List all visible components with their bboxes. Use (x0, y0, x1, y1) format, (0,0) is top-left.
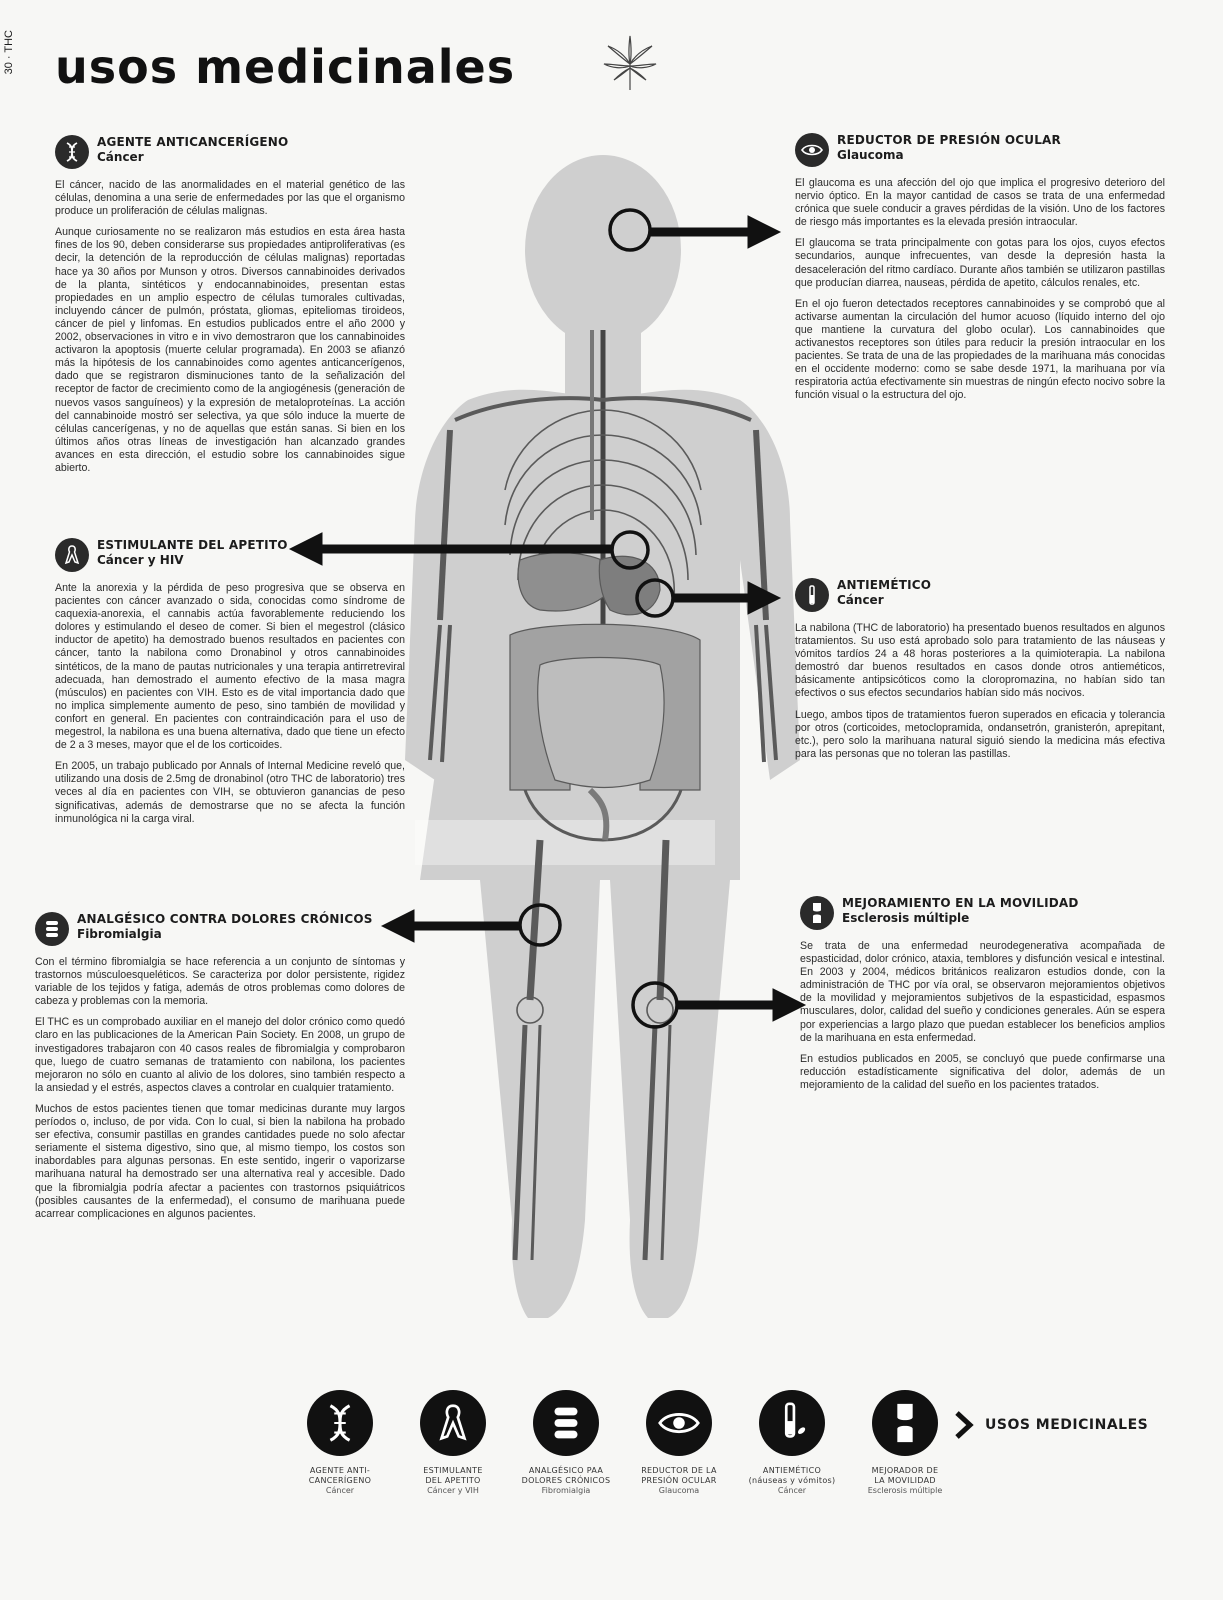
legend-label: REDUCTOR DE LA (641, 1466, 717, 1475)
paragraph: El THC es un comprobado auxiliar en el manejo del dolor crónico como quedó claro en las publicaciones de la American Pain Society. En 2008, un grupo de investigadores trabajaron con 40 casos reales de fibromialgia y comprobaron que, luego de cuatro semanas de tratamiento con nabilona, los pacientes mejoraron no sólo en cuanto al alivio de los dolores, sino también respecto a la ansiedad y el estrés, aspectos claves a controlar en cualquier tratamiento. (35, 1016, 405, 1094)
legend-label: CANCERÍGENO (308, 1476, 372, 1485)
legend-label: DOLORES CRÓNICOS (521, 1476, 611, 1485)
section-appetite (55, 538, 405, 834)
legend-sublabel: Cáncer (777, 1486, 807, 1495)
section-antiemetic (795, 578, 1165, 769)
knee-joint-icon (800, 896, 834, 930)
page-label: 30 · THC (3, 30, 15, 75)
paragraph: Ante la anorexia y la pérdida de peso progresiva que se observa en pacientes con cáncer avanzado o sida, conocidas como síndrome de caquexia-anorexia, el cannabis actúa favorablemente reduciendo los dolores y estimulando el deseo de comer. Si bien el megestrol (clásico inductor de apetito) ha demostrado buenos resultados en pacientes con cáncer, tanto la nabilona como Dronabinol y otros cannabinoides sintéticos, de la mano de pautas nutricionales y una terapia antirretreviral adecuada, han demostrado el aumento efectivo de la masa magra (músculos) en pacientes con VIH. Esto es de vital importancia dado que no implica simplemente aumento de peso, sino también de movilidad y confort en general. En pacientes con contraindicación para el uso de megestrol, la nabilona es una buena alternativa, dado que tiene un efecto de 2 a 3 meses, mayor que el de los corticoides. (55, 582, 405, 752)
legend-item (850, 1390, 960, 1496)
paragraph: En estudios publicados en 2005, se concluyó que puede confirmarse una reducción estadísticamente significativa del dolor, además de un mejoramiento de la calidad del sueño en los pacientes tratados. (800, 1052, 1165, 1091)
legend-sublabel: Esclerosis múltiple (867, 1486, 943, 1495)
legend-label: AGENTE ANTI- (309, 1466, 371, 1475)
section-subtitle: Cáncer (97, 150, 144, 164)
legend-label: PRESIÓN OCULAR (641, 1476, 717, 1485)
paragraph: Aunque curiosamente no se realizaron más estudios en esta área hasta fines de los 90, deben considerarse sus propiedades antiproliferativas (es decir, la detención de la reproducción de células malignas) reportadas hace ya 30 años por Munson y otros. Diversos cannabinoides derivados de la planta, sintéticos y endocannabinoides, presentan estas propiedades en un amplio espectro de células tumorales cultivadas, incluyendo cáncer de pulmón, próstata, gliomas, epiteliomas tiroideos, cáncer de piel y linfomas. En estudios publicados entre el año 2000 y 2002, observaciones in vitro e in vivo demostraron que los cannabinoides activaron la apoptosis (muerte celular programada). En 2003 se afianzó más la hipótesis de los cannabinoides como agentes anticancerígenos, dado que se registraron disminuciones tanto de la señalización del receptor de factor de crecimiento como de la angiogénesis (generación de nuevos vasos sanguíneos) y la expresión de metaloproteínas. La acción del cannabinoide mostró ser selectiva, ya que sólo induce la muerte de células cancerígenas, y no de aquellas que están sanas. Si bien en los últimos años otras líneas de investigación han alcanzado grandes avances en esta dirección, el estudio sobre los cannabinoides sigue abierto. (55, 226, 405, 474)
section-anticancer (55, 135, 405, 483)
legend-label: DEL APETITO (425, 1476, 481, 1485)
legend-label: ANALGÉSICO PAA (528, 1466, 604, 1475)
legend-sublabel: Cáncer y VIH (427, 1486, 479, 1495)
chevron-right-icon (953, 1410, 975, 1440)
ribbon-icon (420, 1390, 486, 1456)
section-mobility (800, 896, 1165, 1100)
vial-icon (795, 578, 829, 612)
legend-item (511, 1390, 621, 1496)
legend-label: MEJORADOR DE (871, 1466, 939, 1475)
paragraph: Muchos de estos pacientes tienen que tomar medicinas durante muy largos períodos o, incluso, de por vida. Con lo cual, si bien la nabilona ha probado ser efectiva, consumir pastillas en grandes cantidades puede no solo afectar seriamente el sistema digestivo, sino que, al mismo tiempo, los costos son inabordables para algunas personas. En este sentido, ingerir o vaporizarse marihuana natural ha demostrado ser una alternativa real y accesible. Dado que la fibromialgia podría afectar a pacientes con trastornos psiquiátricos (posibles causantes de la enfermedad), el consumo de marihuana puede acarrear complicaciones en algunos pacientes. (35, 1102, 405, 1220)
legend-item (737, 1390, 847, 1496)
paragraph: En 2005, un trabajo publicado por Annals of Internal Medicine reveló que, utilizando una dosis de 2.5mg de dronabinol (otro THC de laboratorio) tres veces al día en pacientes con VIH, se obtuvieron ganancias de peso significativas, además de demostrarse que no se afecta la función inmunológica ni la carga viral. (55, 760, 405, 825)
legend-final (953, 1410, 1148, 1440)
dna-icon (307, 1390, 373, 1456)
section-subtitle: Fibromialgia (77, 927, 162, 941)
section-title: REDUCTOR DE PRESIÓN OCULAR (837, 133, 1061, 147)
page-title: usos medicinales (55, 40, 516, 94)
section-glaucoma (795, 133, 1165, 411)
paragraph: El glaucoma se trata principalmente con gotas para los ojos, cuyos efectos secundarios, aunque infrecuentes, van desde la depresión hasta la desaceleración del ritmo cardíaco. Durante años también se utilizaron pastillas que producían diarrea, nauseas, pérdida de apetito, cálculos renales, etc. (795, 237, 1165, 289)
paragraph: El glaucoma es una afección del ojo que implica el progresivo deterioro del nervio óptico. En la mayor cantidad de casos se trata de una enfermedad crónica que suele conducir a graves pérdidas de la visión. Uno de los factores de riesgo más importantes es la elevada presión intraocular. (795, 177, 1165, 229)
legend-sublabel: Cáncer (325, 1486, 355, 1495)
legend-label: (náuseas y vómitos) (748, 1476, 836, 1485)
eye-icon (646, 1390, 712, 1456)
section-title: AGENTE ANTICANCERÍGENO (97, 135, 289, 149)
section-title: MEJORAMIENTO EN LA MOVILIDAD (842, 896, 1079, 910)
legend-final-label: USOS MEDICINALES (985, 1417, 1149, 1433)
paragraph: El cáncer, nacido de las anormalidades en el material genético de las células, denomina a una serie de enfermedades por las que el organismo produce un proliferación de células malignas. (55, 179, 405, 218)
section-title: ANALGÉSICO CONTRA DOLORES CRÓNICOS (77, 912, 373, 926)
eye-icon (795, 133, 829, 167)
paragraph: La nabilona (THC de laboratorio) ha presentado buenos resultados en algunos tratamientos. Su uso está aprobado solo para tratamiento de las náuseas y vómitos tardíos 24 a 48 horas posteriores a la quimioterapia. La nabilona demostró dar buenos resultados en casos donde otros antieméticos, básicamente antipsicóticos como la cloropromazina, no habían sido tan efectivos o sus efectos secundarios habían sido más nocivos. (795, 622, 1165, 700)
paragraph: En el ojo fueron detectados receptores cannabinoides y se comprobó que al activarse aumentan la circulación del humor acuoso (líquido interno del ojo que mantiene la curvatura del globo ocular). Los cannabinoides que activanestos receptores son útiles para reducir la presión intraocular en los pacientes. Se trata de una de las propiedades de la marihuana más conocidas en el occidente moderno: como se sabe desde 1971, la marihuana por vía respiratoria actúa efectivamente sin muestras de ningún efecto nocivo sobre la función visual o la estructura del ojo. (795, 297, 1165, 402)
vial-pill-icon (759, 1390, 825, 1456)
section-subtitle: Cáncer (837, 593, 884, 607)
section-subtitle: Cáncer y HIV (97, 553, 184, 567)
section-title: ESTIMULANTE DEL APETITO (97, 538, 288, 552)
spine-icon (35, 912, 69, 946)
section-subtitle: Glaucoma (837, 148, 904, 162)
legend-label: ANTIEMÉTICO (762, 1466, 822, 1475)
legend (285, 1390, 1185, 1570)
dna-icon (55, 135, 89, 169)
legend-label: ESTIMULANTE (423, 1466, 483, 1475)
section-subtitle: Esclerosis múltiple (842, 911, 970, 925)
legend-item (624, 1390, 734, 1496)
spine-icon (533, 1390, 599, 1456)
ribbon-icon (55, 538, 89, 572)
legend-item (285, 1390, 395, 1496)
knee-joint-icon (872, 1390, 938, 1456)
section-analgesic (35, 912, 405, 1229)
paragraph: Luego, ambos tipos de tratamientos fueron superados en eficacia y tolerancia por otros (corticoides, metoclopramida, ondansetrón, granisterón, aprepitant, etc.), pero solo la marihuana natural siguió siendo la medicina más efectiva para las personas que no toleran las pastillas. (795, 708, 1165, 760)
paragraph: Con el término fibromialgia se hace referencia a un conjunto de síntomas y trastornos músculoesqueléticos. Se caracteriza por dolor persistente, rigidez variable de los tejidos y fatiga, además de otros problemas como dolores de cabeza y problemas con la memoria. (35, 956, 405, 1008)
legend-sublabel: Fibromialgia (541, 1486, 591, 1495)
legend-item (398, 1390, 508, 1496)
legend-label: LA MOVILIDAD (874, 1476, 936, 1485)
legend-sublabel: Glaucoma (658, 1486, 700, 1495)
section-title: ANTIEMÉTICO (837, 578, 932, 592)
paragraph: Se trata de una enfermedad neurodegenerativa acompañada de espasticidad, dolor crónico, ataxia, temblores y disfunción vesical e intestinal. En 2003 y 2004, médicos británicos realizaron estudios donde, con la administración de THC por vía oral, se observaron mejoramientos objetivos de la movilidad y mejoramientos subjetivos de la espasticidad, espasmos musculares, dolor, calidad del sueño y condiciones generales. Aún se espera por experiencias a largo plazo que puedan establecer los beneficios amplios de la marihuana en esta enfermedad. (800, 940, 1165, 1044)
